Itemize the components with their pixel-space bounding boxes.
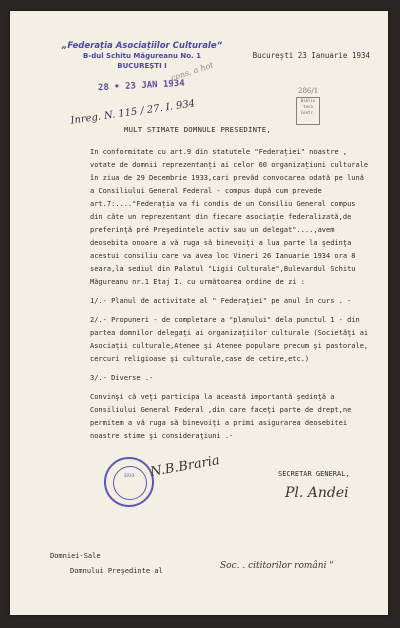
handwritten-registration: Inreg. N. 115 / 27. I. 934 — [69, 98, 196, 127]
org-address: B-dul Schitu Măgureanu No. 1 — [82, 52, 202, 60]
letter-body — [50, 146, 370, 449]
agenda-item-3: 3/.- Diverse .- — [90, 374, 154, 382]
org-name: „Federația Asociațiilor Culturale“ — [61, 41, 223, 51]
round-seal-stamp: 1933 — [104, 457, 154, 507]
agenda-item-1: 1/.- Planul de activitate al " Federaţiei" pe anul în curs . - — [90, 297, 352, 305]
recipient-salutation: Domniei-Sale — [50, 552, 101, 560]
box-number: 286/1 — [298, 87, 319, 95]
salutation: MULT STIMATE DOMNULE PRESEDINTE, — [124, 125, 271, 134]
agenda-item-2: 2/.- Propuneri - de completare a "planului" dela punctul 1 - din partea domnilor delegaţi ai organizaţiilor culturale (Societăţi ai Asociaţii culturale,Atenee şi Atenee populare precum şi pastorale, cercuri religioase şi culturale,case de cetire,etc.) — [90, 316, 369, 363]
document-page — [10, 11, 388, 615]
secretary-title: SECRETAR GENERAL, — [278, 470, 350, 478]
org-city: BUCUREȘTI I — [117, 62, 167, 70]
secretary-signature: Pl. Andei — [285, 485, 349, 501]
received-stamp: 28 • 23 JAN 1934 — [97, 78, 185, 94]
recipient-title: Domnului Preşedinte al — [70, 567, 163, 575]
document-date: București 23 Ianuarie 1934 — [252, 51, 370, 60]
handwritten-recipient: Soc. . cititorilor români " — [220, 561, 334, 571]
paragraph-intro: In conformitate cu art.9 din statutele "Federației" noastre , votate de domnii reprezentanți ai celor 60 organizațiuni culturale în ziua de 29 Decembrie 1933,cari prevăd convocarea odată pe lună a Consiliului General Federal - compus după cum prevede art.7:...."Federația va fi condis de un Consiliu General compus din câte un reprezentant din fiecare asociaţie federalizată,de preferinţă pré Preşedintele activ sau un delegat"....,avem deosebita onoare a vă ruga să binevoiţi a lua parte la şedinţa acestui consiliu care va avea loc Vineri 26 Ianuarie 1934 ora 8 seara,la sediul din Palatul "Ligii Culturale",Bulevardul Schitu Măgureanu nr.1 Etaj I. cu următoarea ordine de zi : — [90, 148, 369, 286]
pencil-note: cons. a hot — [169, 60, 215, 83]
president-signature: N.B.Braria — [149, 453, 221, 480]
paragraph-closing: Convinşi că veţi participa la această importantă şedinţă a Consiliului General Federal ,din care faceţi parte de drept,ne permitem a vă ruga să binevoiţi a primi asigurarea deosebitei noastre stime şi consideraţiuni .- — [90, 393, 352, 440]
small-archive-stamp: Biblio teca Centr. — [296, 97, 320, 125]
